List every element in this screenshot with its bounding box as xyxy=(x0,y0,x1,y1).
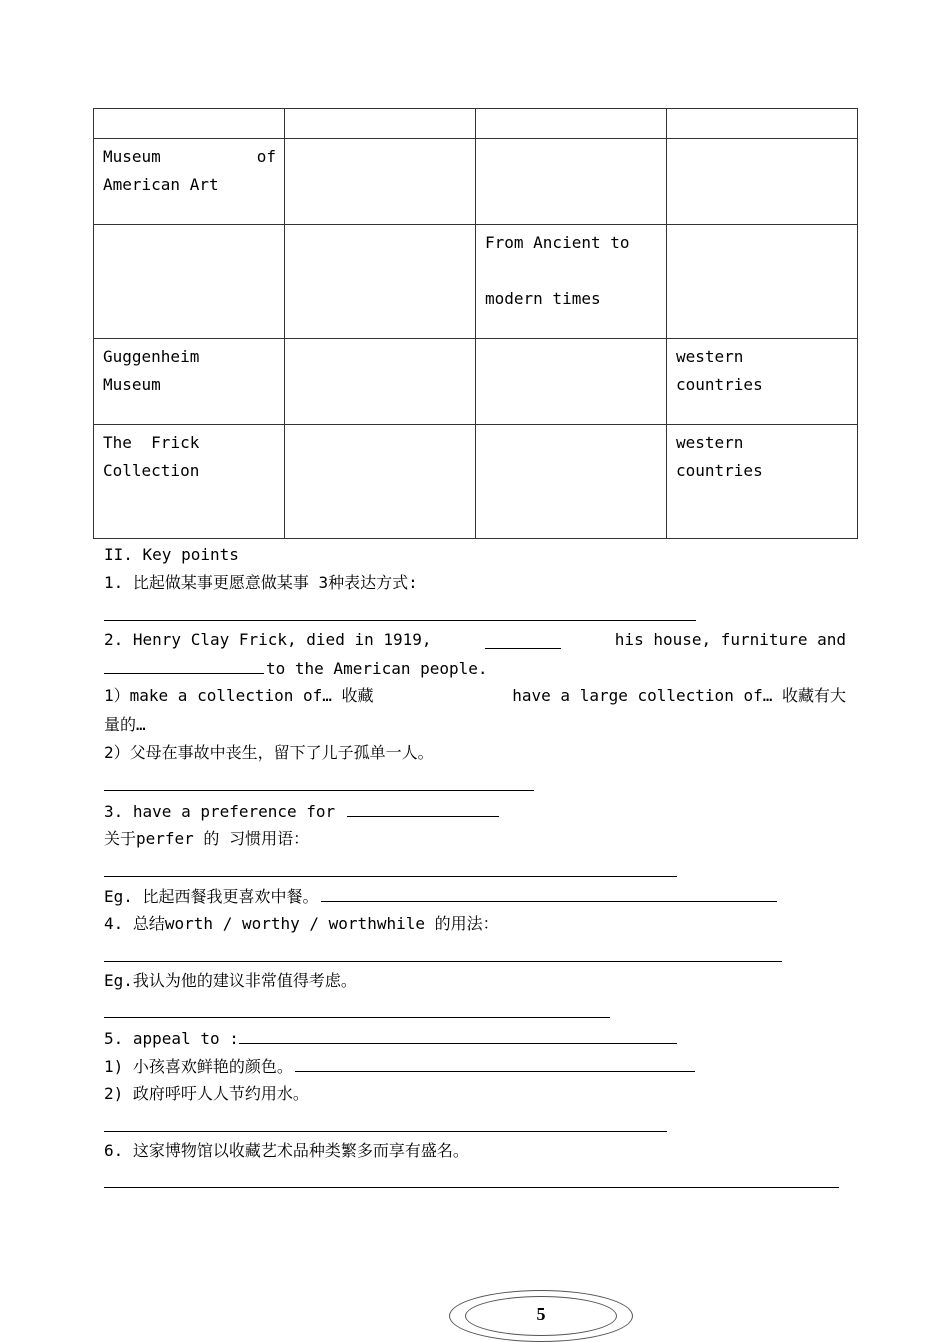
table-cell xyxy=(667,225,858,339)
sub-1-cont: 量的… xyxy=(104,715,146,734)
blank-field[interactable] xyxy=(239,1027,677,1044)
table-row xyxy=(94,425,858,539)
item-5-sub-2: 2) 政府呼吁人人节约用水。 xyxy=(104,1084,309,1103)
table-cell-ancient-modern: From Ancient to modern times xyxy=(476,225,667,339)
table-cell xyxy=(285,225,476,339)
table-cell-guggenheim: Guggenheim Museum xyxy=(94,339,285,425)
item-1-text: 1. 比起做某事更愿意做某事 3种表达方式: xyxy=(104,573,418,592)
blank-field[interactable] xyxy=(295,1055,695,1072)
answer-line[interactable] xyxy=(104,961,782,962)
table-row xyxy=(94,139,858,225)
answer-line[interactable] xyxy=(104,1131,667,1132)
answer-line[interactable] xyxy=(104,790,534,791)
item-5-sub-1: 1) 小孩喜欢鲜艳的颜色。 xyxy=(104,1055,697,1078)
sub-2-text: 2）父母在事故中丧生，留下了儿子孤单一人。 xyxy=(104,743,434,762)
blank-field[interactable] xyxy=(347,800,499,817)
answer-line[interactable] xyxy=(104,620,696,621)
section-title: II. Key points xyxy=(104,545,239,564)
table-row xyxy=(94,109,858,139)
blank-field[interactable] xyxy=(321,885,777,902)
museum-table xyxy=(93,108,858,539)
table-cell xyxy=(476,425,667,539)
table-cell xyxy=(667,139,858,225)
answer-line[interactable] xyxy=(104,1017,610,1018)
item-3-sub: 关于perfer 的 习惯用语： xyxy=(104,829,310,848)
item-6-text: 6. 这家博物馆以收藏艺术品种类繁多而享有盛名。 xyxy=(104,1141,469,1160)
blank-field[interactable] xyxy=(485,632,561,649)
table-cell xyxy=(285,139,476,225)
table-cell xyxy=(94,109,285,139)
item-3-text: 3. have a preference for xyxy=(104,800,501,823)
table-cell-western-countries: western countries xyxy=(667,425,858,539)
sub-1-line: 1）make a collection of… 收藏 have a large collection of… 收藏有大 xyxy=(104,686,846,705)
table-cell xyxy=(476,139,667,225)
item-5-text: 5. appeal to : xyxy=(104,1027,679,1050)
page-number-badge xyxy=(449,1290,633,1342)
table-cell xyxy=(285,339,476,425)
table-row xyxy=(94,225,858,339)
item-4-example: Eg.我认为他的建议非常值得考虑。 xyxy=(104,971,357,990)
answer-line[interactable] xyxy=(104,1187,839,1188)
item-4-text: 4. 总结worth / worthy / worthwhile 的用法： xyxy=(104,914,499,933)
table-cell-museum-of-american-art: Museum of American Art xyxy=(94,139,285,225)
table-cell xyxy=(94,225,285,339)
table-cell xyxy=(476,109,667,139)
table-cell xyxy=(667,109,858,139)
table-row xyxy=(94,339,858,425)
table-cell xyxy=(285,109,476,139)
item-3-example: Eg. 比起西餐我更喜欢中餐。 xyxy=(104,885,779,908)
item-2-line2: to the American people. xyxy=(104,657,488,680)
blank-field[interactable] xyxy=(104,657,264,674)
page-number: 5 xyxy=(536,1304,546,1324)
table-cell-western-countries: western countries xyxy=(667,339,858,425)
item-2-line1: 2. Henry Clay Frick, died in 1919, his house, furniture and xyxy=(104,630,846,649)
table-cell xyxy=(476,339,667,425)
answer-line[interactable] xyxy=(104,876,677,877)
table-cell-frick-collection: The Frick Collection xyxy=(94,425,285,539)
table-cell xyxy=(285,425,476,539)
